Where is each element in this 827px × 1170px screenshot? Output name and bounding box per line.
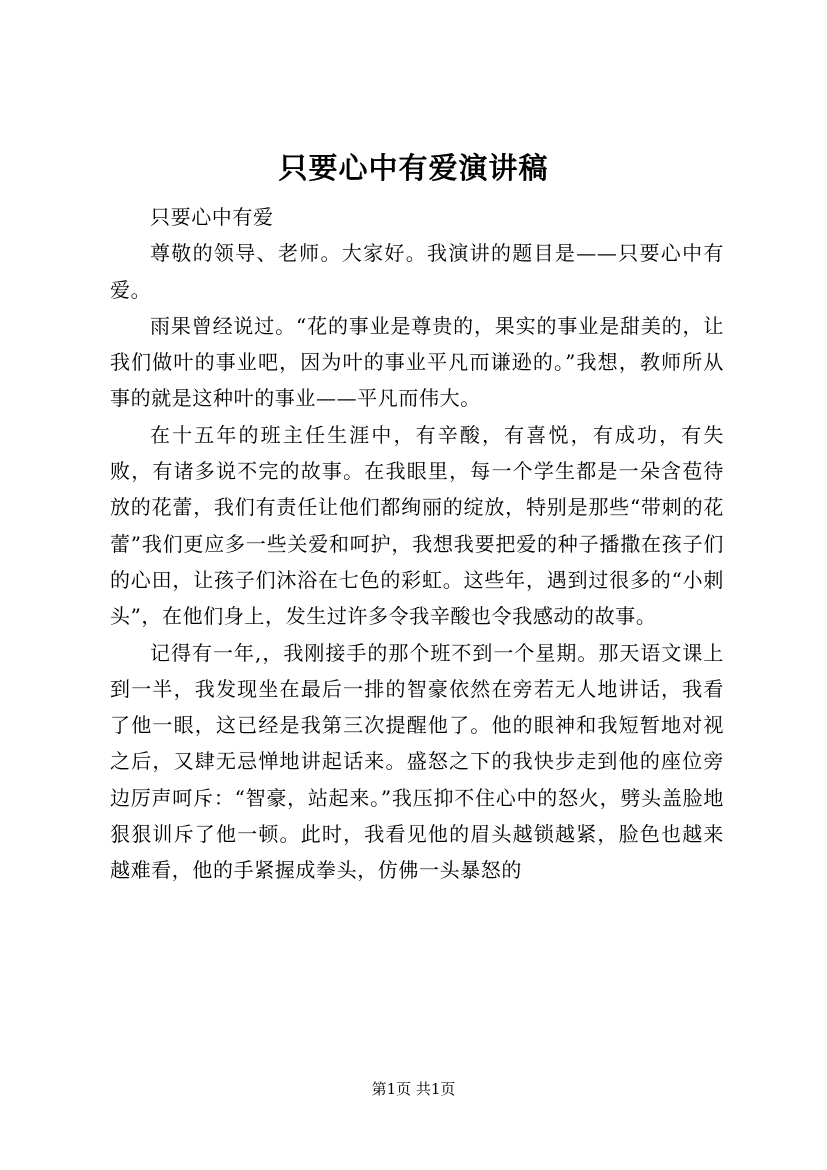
document-body <box>110 199 724 889</box>
paragraph-career: 在十五年的班主任生涯中，有辛酸，有喜悦，有成功，有失败，有诸多说不完的故事。在我眼里，每一个学生都是一朵含苞待放的花蕾，我们有责任让他们都绚丽的绽放，特别是那些“带刺的花蕾”我们更应多一些关爱和呵护，我想我要把爱的种子播撒在孩子们的心田，让孩子们沐浴在七色的彩虹。这些年，遇到过很多的“小刺头”，在他们身上，发生过许多令我辛酸也令我感动的故事。 <box>110 422 724 629</box>
paragraph-story: 记得有一年,，我刚接手的那个班不到一个星期。那天语文课上到一半，我发现坐在最后一排的智豪依然在旁若无人地讲话，我看了他一眼，这已经是我第三次提醒他了。他的眼神和我短暂地对视之后，又肆无忌惮地讲起话来。盛怒之下的我快步走到他的座位旁边厉声呵斥：“智豪，站起来。”我压抑不住心中的怒火，劈头盖脸地狠狠训斥了他一顿。此时，我看见他的眉头越锁越紧，脸色也越来越难看，他的手紧握成拳头，仿佛一头暴怒的 <box>110 640 724 883</box>
document-title: 只要心中有爱演讲稿 <box>278 151 549 185</box>
paragraph-greeting: 尊敬的领导、老师。大家好。我演讲的题目是——只要心中有爱。 <box>110 241 724 302</box>
paragraph-quote: 雨果曾经说过。“花的事业是尊贵的，果实的事业是甜美的，让我们做叶的事业吧，因为叶的事业平凡而谦逊的。”我想，教师所从事的就是这种叶的事业——平凡而伟大。 <box>110 313 724 411</box>
paragraph-subtitle: 只要心中有爱 <box>150 205 274 229</box>
page-footer: 第1页 共1页 <box>371 1080 456 1098</box>
